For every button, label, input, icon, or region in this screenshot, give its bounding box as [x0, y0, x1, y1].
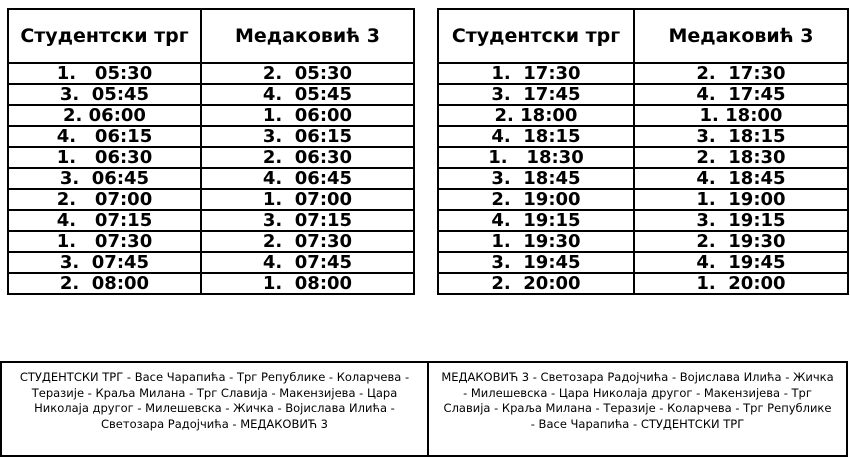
- header-row: [438, 9, 848, 63]
- table-row: [8, 210, 414, 231]
- schedule-cell: 4. 17:45: [634, 84, 848, 105]
- schedule-cell: 3. 19:15: [634, 210, 848, 231]
- schedule-cell: 1. 18:00: [634, 105, 848, 126]
- direction-header-studentski-trg: Студентски трг: [438, 9, 634, 63]
- table-row: [438, 273, 848, 294]
- schedule-cell: 3. 07:15: [201, 210, 414, 231]
- route-description-inbound: МЕДАКОВИЋ 3 - Светозара Радојчића - Војислава Илића - Жичка - Милешевска - Цара Николаја другог - Макензијева - Трг Славија - Краља Милана - Теразије - Коларчева - Трг Републике - Васе Чарапића - СТУДЕНТСКИ ТРГ: [427, 363, 846, 455]
- table-row: [438, 105, 848, 126]
- table-row: [438, 84, 848, 105]
- schedule-cell: 2. 06:00: [8, 105, 201, 126]
- schedule-cell: 3. 07:45: [8, 252, 201, 273]
- table-row: [438, 210, 848, 231]
- table-row: [8, 273, 414, 294]
- schedule-cell: 2. 05:30: [201, 63, 414, 84]
- direction-header-medakovic-3: Медаковић 3: [201, 9, 414, 63]
- schedule-cell: 3. 06:45: [8, 168, 201, 189]
- schedule-cell: 4. 05:45: [201, 84, 414, 105]
- schedule-cell: 2. 19:30: [634, 231, 848, 252]
- schedule-cell: 2. 06:30: [201, 147, 414, 168]
- table-row: [438, 189, 848, 210]
- header-row: [8, 9, 414, 63]
- table-row: [8, 84, 414, 105]
- schedule-cell: 1. 08:00: [201, 273, 414, 294]
- schedule-cell: 4. 06:15: [8, 126, 201, 147]
- schedule-cell: 4. 06:45: [201, 168, 414, 189]
- schedule-cell: 1. 19:00: [634, 189, 848, 210]
- schedule-cell: 4. 07:45: [201, 252, 414, 273]
- schedule-cell: 2. 18:00: [438, 105, 634, 126]
- schedule-cell: 2. 07:30: [201, 231, 414, 252]
- schedule-cell: 3. 18:15: [634, 126, 848, 147]
- table-row: [8, 147, 414, 168]
- schedule-cell: 2. 19:00: [438, 189, 634, 210]
- table-row: [438, 168, 848, 189]
- schedule-cell: 4. 19:45: [634, 252, 848, 273]
- schedule-cell: 3. 18:45: [438, 168, 634, 189]
- schedule-cell: 4. 07:15: [8, 210, 201, 231]
- table-row: [8, 189, 414, 210]
- schedule-cell: 3. 17:45: [438, 84, 634, 105]
- schedule-cell: 4. 19:15: [438, 210, 634, 231]
- timetable-evening: [437, 8, 849, 295]
- routes-panel: [0, 361, 848, 457]
- schedule-cell: 1. 20:00: [634, 273, 848, 294]
- route-description-outbound: СТУДЕНТСКИ ТРГ - Васе Чарапића - Трг Републике - Коларчева - Теразије - Краља Милана - Трг Славија - Макензијева - Цара Николаја другог - Милешевска - Жичка - Војислава Илића - Светозара Радојчића - МЕДАКОВИЋ 3: [19, 370, 410, 431]
- table-row: [438, 126, 848, 147]
- direction-header-studentski-trg: Студентски трг: [8, 9, 201, 63]
- table-row: [438, 63, 848, 84]
- schedule-cell: 2. 07:00: [8, 189, 201, 210]
- schedule-cell: 1. 06:00: [201, 105, 414, 126]
- schedule-cell: 1. 17:30: [438, 63, 634, 84]
- table-row: [8, 168, 414, 189]
- table-row: [438, 252, 848, 273]
- schedule-cell: 1. 18:30: [438, 147, 634, 168]
- schedule-cell: 3. 19:45: [438, 252, 634, 273]
- timetable-morning: [7, 8, 415, 295]
- schedule-cell: 4. 18:15: [438, 126, 634, 147]
- schedule-cell: 1. 07:00: [201, 189, 414, 210]
- schedule-cell: 2. 08:00: [8, 273, 201, 294]
- schedule-cell: 2. 17:30: [634, 63, 848, 84]
- schedule-cell: 1. 06:30: [8, 147, 201, 168]
- schedule-cell: 2. 18:30: [634, 147, 848, 168]
- schedule-cell: 1. 19:30: [438, 231, 634, 252]
- table-row: [438, 147, 848, 168]
- schedule-cell: 3. 06:15: [201, 126, 414, 147]
- direction-header-medakovic-3: Медаковић 3: [634, 9, 848, 63]
- table-row: [8, 105, 414, 126]
- table-row: [8, 63, 414, 84]
- table-row: [8, 231, 414, 252]
- schedule-cell: 4. 18:45: [634, 168, 848, 189]
- schedule-cell: 2. 20:00: [438, 273, 634, 294]
- table-row: [8, 252, 414, 273]
- schedule-cell: 3. 05:45: [8, 84, 201, 105]
- table-row: [438, 231, 848, 252]
- schedule-cell: 1. 07:30: [8, 231, 201, 252]
- table-row: [8, 126, 414, 147]
- schedule-cell: 1. 05:30: [8, 63, 201, 84]
